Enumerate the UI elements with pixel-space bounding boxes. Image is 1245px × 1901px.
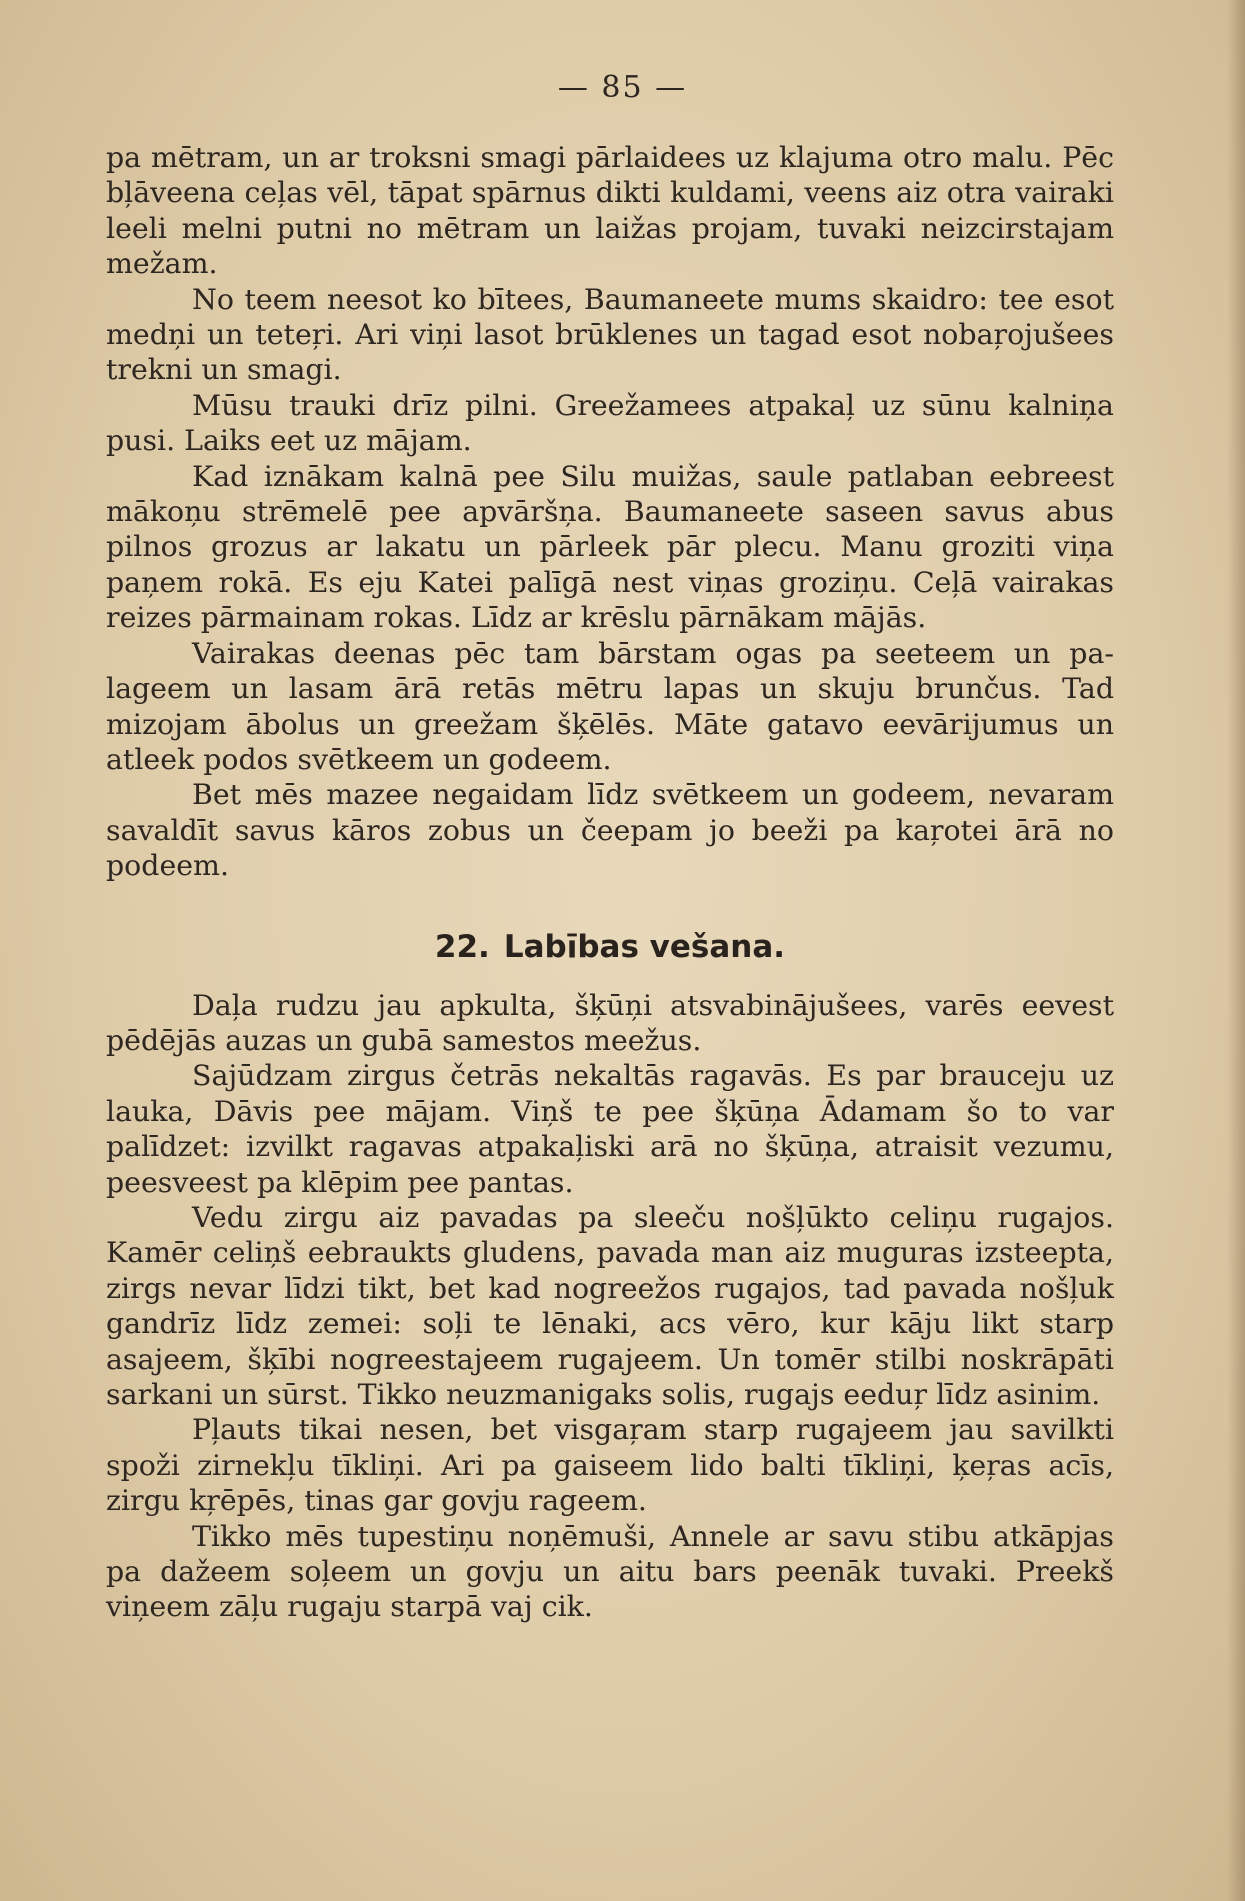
- paragraph: Mūsu trauki drīz pilni. Greežamees atpakaļ uz sūnu kalniņa pusi. Laiks eet uz mājam.: [106, 388, 1114, 458]
- paragraph: Pļauts tikai nesen, bet visgaŗam starp rugajeem jau savilkti spoži zirnekļu tīkliņi. Ari pa gaiseem lido balti tīkliņi, ķeŗas acīs, zirgu kŗēpēs, tinas gar govju rageem.: [106, 1413, 1114, 1518]
- paragraph: Daļa rudzu jau apkulta, šķūņi atsvabinājušees, varēs eevest pēdējās auzas un gubā samestos meežus.: [106, 988, 1114, 1057]
- paragraph: No teem neesot ko bītees, Baumaneete mums skaidro: tee esot medņi un teteŗi. Ari viņi lasot brūklenes un tagad esot nobaŗojušees trekni un smagi.: [106, 282, 1114, 387]
- page-edge-shadow: [1227, 0, 1245, 1901]
- paragraph: Kad iznākam kalnā pee Silu muižas, saule patlaban eebreest mākoņu strēmelē pee apvāršņa. Baumaneete saseen savus abus pilnos grozus ar lakatu un pārleek pār plecu. Manu groziti viņa paņem rokā. Es eju Katei palīgā nest viņas groziņu. Ceļā vairakas reizes pārmainam rokas. Līdz ar krēslu pārnākam mājās.: [106, 459, 1114, 635]
- paragraph: Vairakas deenas pēc tam bārstam ogas pa seeteem un palageem un lasam ārā retās mētru lapas un skuju brunčus. Tad mizojam ābolus un greežam šķēlēs. Māte gatavo eevārijumus un atleek podos svētkeem un godeem.: [106, 636, 1114, 776]
- section-heading: [106, 928, 1114, 966]
- paragraph: Bet mēs mazee negaidam līdz svētkeem un godeem, nevaram savaldīt savus kāros zobus un čeepam jo beeži pa kaŗotei ārā no podeem.: [106, 778, 1114, 883]
- page-number: — 85 —: [557, 70, 688, 105]
- body-text: [106, 140, 1114, 1625]
- section-title: Labības vešana.: [503, 928, 786, 965]
- paragraph: Tikko mēs tupestiņu noņēmuši, Annele ar savu stibu atkāpjas pa dažeem soļeem un govju un aitu bars peenāk tuvaki. Preekš viņeem zāļu rugaju starpā vaj cik.: [106, 1519, 1114, 1624]
- paragraph: pa mētram, un ar troksni smagi pārlaidees uz klajuma otro malu. Pēc bļāveena ceļas vēl, tāpat spārnus dikti kuldami, veens aiz otra vairaki leeli melni putni no mētram un laižas projam, tuvaki neizcirstajam mežam.: [106, 141, 1114, 281]
- paragraph: Vedu zirgu aiz pavadas pa sleeču nošļūkto celiņu rugajos. Kamēr celiņš eebraukts gludens, pavada man aiz muguras izsteepta, zirgs nevar līdzi tikt, bet kad nogreežos rugajos, tad pavada nošļuk gandrīz līdz zemei: soļi te lēnaki, acs vēro, kur kāju likt starp asajeem, šķībi nogreestajeem rugajeem. Un tomēr stilbi noskrāpāti sarkani un sūrst. Tikko neuzmanigaks solis, rugajs eeduŗ līdz asinim.: [106, 1200, 1114, 1411]
- paragraph: Sajūdzam zirgus četrās nekaltās ragavās. Es par brauceju uz lauka, Dāvis pee mājam. Viņš te pee šķūņa Ādamam šo to var palīdzet: izvilkt ragavas atpakaļiski arā no šķūņa, atraisit vezumu, peesveest pa klēpim pee pantas.: [106, 1059, 1114, 1199]
- section-number: 22.: [434, 928, 490, 965]
